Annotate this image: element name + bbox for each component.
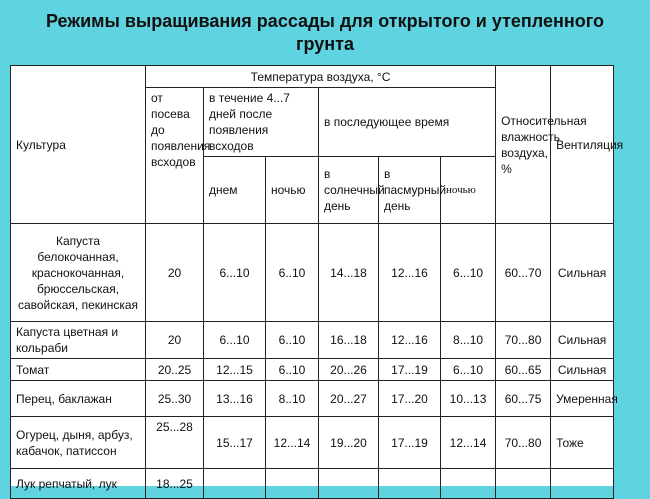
- cell-sowing: 25..30: [146, 381, 204, 417]
- header-later: в последующее время: [319, 88, 496, 157]
- cell-ventilation: Сильная: [551, 322, 614, 359]
- cell-culture: Перец, баклажан: [11, 381, 146, 417]
- cell-day: [204, 469, 266, 499]
- header-from-sowing: от посева до появления всходов: [146, 88, 204, 224]
- cell-cloudy: 17...19: [379, 359, 441, 381]
- header-first-days: в течение 4...7 дней после появления всходов: [204, 88, 319, 157]
- cell-humidity: 60...70: [496, 224, 551, 322]
- cell-day: 6...10: [204, 224, 266, 322]
- cell-night-later: 6...10: [441, 359, 496, 381]
- cell-day: 6...10: [204, 322, 266, 359]
- title-line-2: грунта: [296, 34, 354, 54]
- cell-night: 6..10: [266, 359, 319, 381]
- cell-sowing: 20..25: [146, 359, 204, 381]
- cell-day: 12...15: [204, 359, 266, 381]
- cell-night-later: [441, 469, 496, 499]
- cell-humidity: 60...65: [496, 359, 551, 381]
- cell-night-later: 10...13: [441, 381, 496, 417]
- cell-cloudy: 12...16: [379, 322, 441, 359]
- header-humidity: Относительная влажность воздуха, %: [496, 66, 551, 224]
- table-row: [11, 224, 614, 322]
- cell-humidity: 70...80: [496, 417, 551, 469]
- cell-cloudy: [379, 469, 441, 499]
- cell-ventilation: Тоже: [551, 417, 614, 469]
- cell-culture: Капуста цветная и кольраби: [11, 322, 146, 359]
- header-cloudy: в пасмурный день: [379, 157, 441, 224]
- table-sheet: [10, 65, 624, 491]
- header-night-later: ночью: [441, 157, 496, 224]
- cell-ventilation: Сильная: [551, 359, 614, 381]
- cell-day: 15...17: [204, 417, 266, 469]
- seedling-table: [10, 65, 624, 499]
- cell-day: 13...16: [204, 381, 266, 417]
- cell-ventilation: Сильная: [551, 224, 614, 322]
- header-sunny: в солнечный день: [319, 157, 379, 224]
- title-line-1: Режимы выращивания рассады для открытого и утепленного: [45, 11, 604, 31]
- cell-sunny: 16...18: [319, 322, 379, 359]
- cell-night: 8..10: [266, 381, 319, 417]
- cell-cloudy: 17...20: [379, 381, 441, 417]
- cell-culture: Капуста белокочанная, краснокочанная, брюссельская, савойская, пекинская: [11, 224, 146, 322]
- cell-humidity: 70...80: [496, 322, 551, 359]
- cell-sunny: 14...18: [319, 224, 379, 322]
- cell-cloudy: 17...19: [379, 417, 441, 469]
- cell-sunny: 20...27: [319, 381, 379, 417]
- table-row: [11, 359, 614, 381]
- cell-sowing: 18...25: [146, 469, 204, 499]
- cell-culture: Огурец, дыня, арбуз, кабачок, патиссон: [11, 417, 146, 469]
- cell-night-later: 6...10: [441, 224, 496, 322]
- cell-sowing: 25...28: [146, 417, 204, 469]
- table-row: [11, 322, 614, 359]
- header-culture: Культура: [11, 66, 146, 224]
- table-row: [11, 469, 614, 499]
- cell-humidity: [496, 469, 551, 499]
- cell-night-later: 12...14: [441, 417, 496, 469]
- cell-sowing: 20: [146, 322, 204, 359]
- cell-ventilation: [551, 469, 614, 499]
- cell-culture: Томат: [11, 359, 146, 381]
- cell-night-later: 8...10: [441, 322, 496, 359]
- table-row: [11, 417, 614, 469]
- cell-ventilation: Умеренная: [551, 381, 614, 417]
- cell-sunny: 19...20: [319, 417, 379, 469]
- page-title: [0, 10, 650, 56]
- header-night: ночью: [266, 157, 319, 224]
- header-ventilation: Вентиляция: [551, 66, 614, 224]
- cell-sunny: 20...26: [319, 359, 379, 381]
- cell-night: 12...14: [266, 417, 319, 469]
- cell-humidity: 60...75: [496, 381, 551, 417]
- cell-sowing: 20: [146, 224, 204, 322]
- cell-night: [266, 469, 319, 499]
- cell-culture: Лук репчатый, лук: [11, 469, 146, 499]
- cell-cloudy: 12...16: [379, 224, 441, 322]
- cell-night: 6..10: [266, 224, 319, 322]
- header-air-temp: Температура воздуха, °С: [146, 66, 496, 88]
- cell-night: 6..10: [266, 322, 319, 359]
- cell-sunny: [319, 469, 379, 499]
- header-day: днем: [204, 157, 266, 224]
- table-row: [11, 381, 614, 417]
